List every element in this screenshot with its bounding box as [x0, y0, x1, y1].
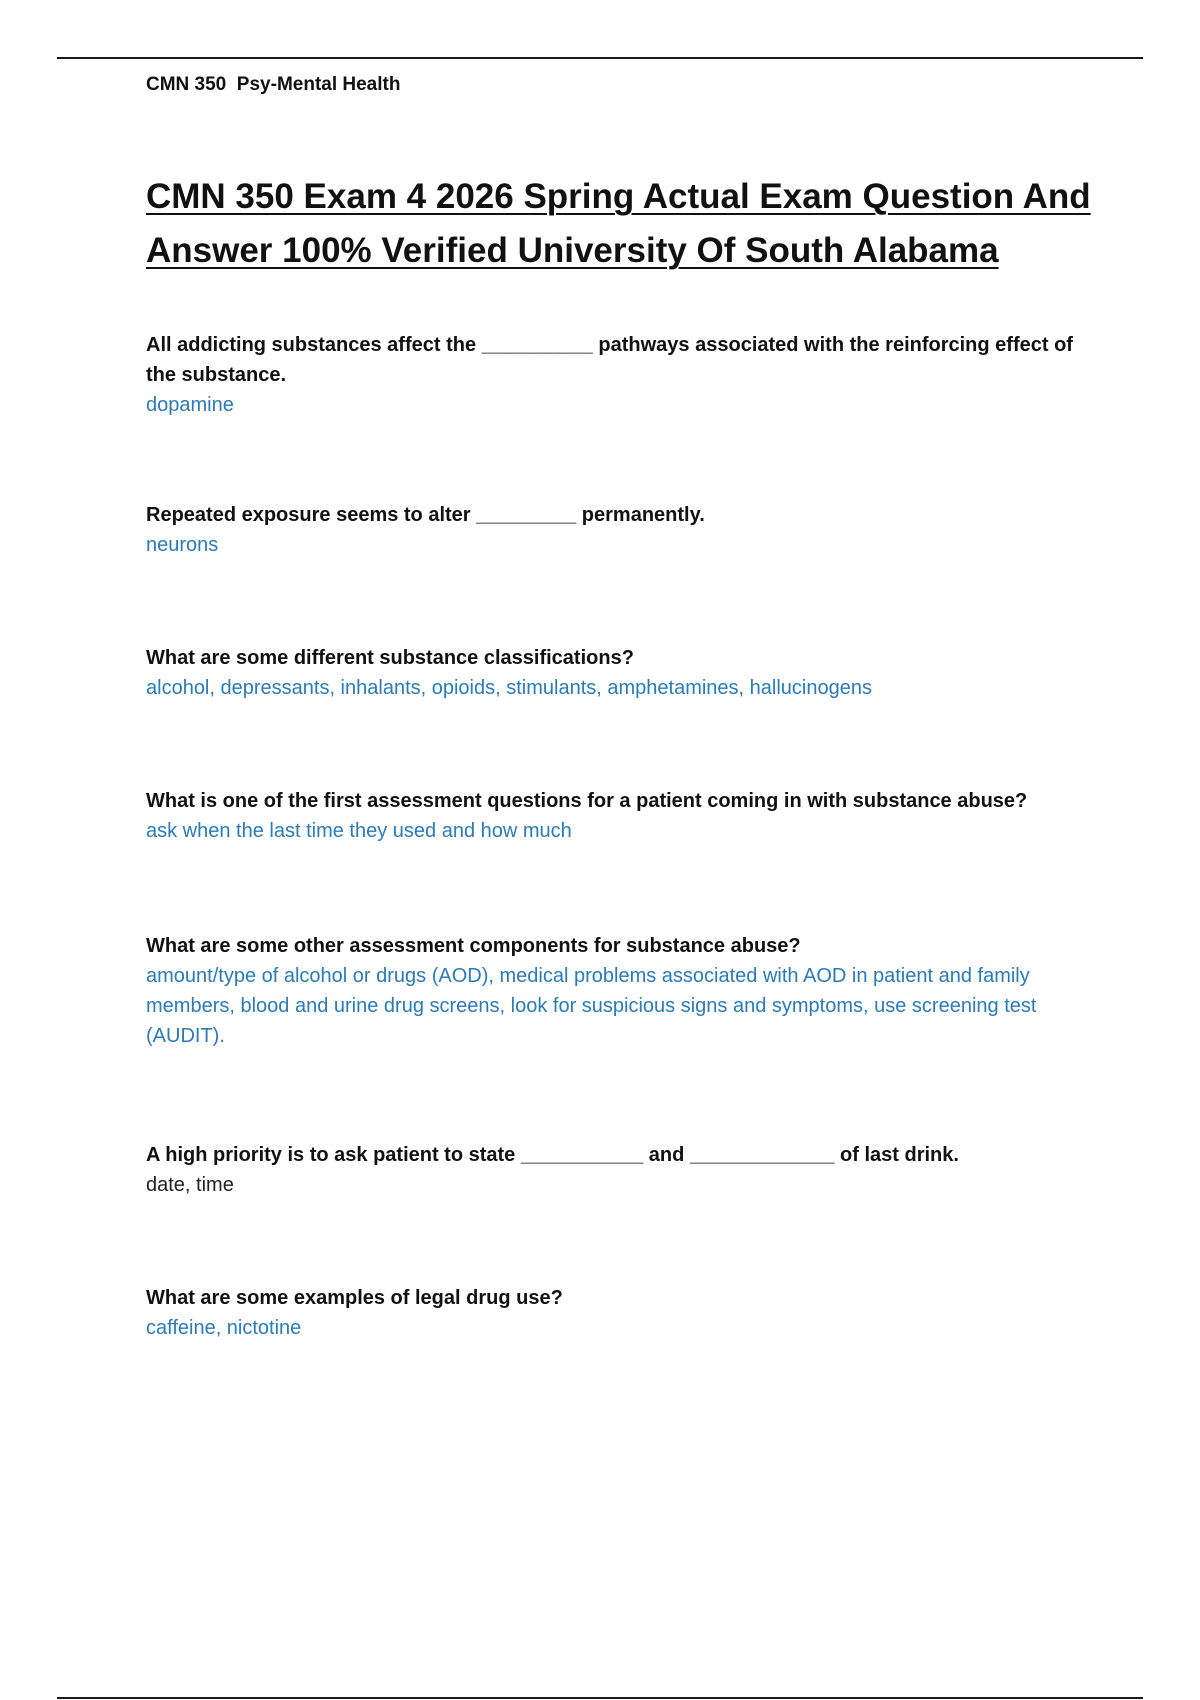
bottom-rule: [57, 1697, 1143, 1699]
answer-text: alcohol, depressants, inhalants, opioids, stimulants, amphetamines, hallucinogens: [146, 677, 872, 699]
answer-text: ask when the last time they used and how much: [146, 820, 572, 842]
question-text: What are some other assessment components for substance abuse?: [146, 935, 801, 957]
page-header: CMN 350 Psy-Mental Health: [146, 74, 401, 95]
question-text: What is one of the first assessment questions for a patient coming in with substance abuse?: [146, 790, 1028, 812]
qa-item: [146, 786, 1106, 846]
question-text: What are some different substance classifications?: [146, 647, 634, 669]
answer-text: amount/type of alcohol or drugs (AOD), medical problems associated with AOD in patient and family members, blood and urine drug screens, look for suspicious signs and symptoms, use screening test (AUDIT).: [146, 965, 1037, 1047]
answer-text: caffeine, nictotine: [146, 1317, 302, 1339]
answer-text: date, time: [146, 1174, 234, 1196]
answer-text: dopamine: [146, 394, 234, 416]
qa-item: [146, 931, 1106, 1051]
question-text: A high priority is to ask patient to state ___________ and _____________ of last drink.: [146, 1144, 959, 1166]
document-title: CMN 350 Exam 4 2026 Spring Actual Exam Question And Answer 100% Verified University Of South Alabama: [146, 177, 1091, 270]
answer-text: neurons: [146, 534, 219, 556]
qa-item: [146, 643, 1106, 703]
question-text: All addicting substances affect the __________ pathways associated with the reinforcing effect of the substance.: [146, 334, 1073, 386]
qa-item: [146, 1140, 1106, 1200]
question-text: Repeated exposure seems to alter _________ permanently.: [146, 504, 705, 526]
qa-item: [146, 500, 1106, 560]
question-text: What are some examples of legal drug use?: [146, 1287, 563, 1309]
top-rule: [57, 57, 1143, 59]
qa-item: [146, 1283, 1106, 1343]
qa-item: [146, 330, 1106, 420]
